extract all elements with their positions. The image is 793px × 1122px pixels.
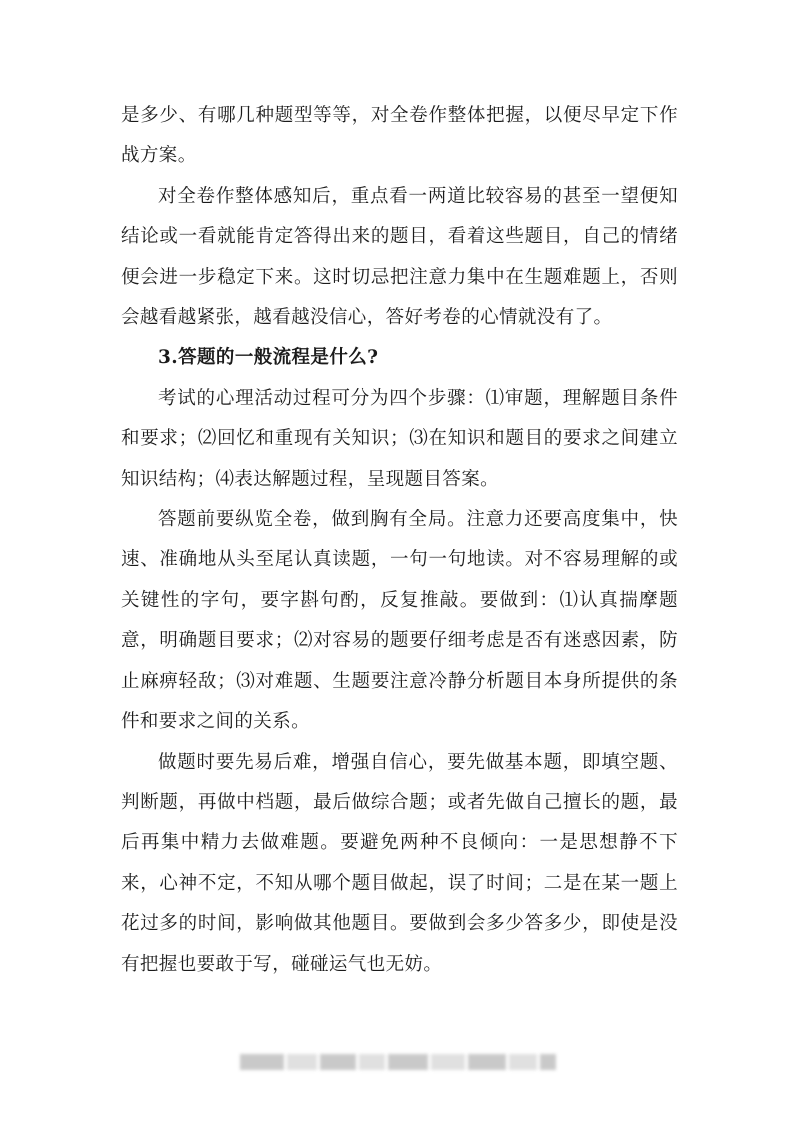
paragraph-before-answering: 答题前要纵览全卷，做到胸有全局。注意力还要高度集中，快速、准确地从头至尾认真读题，一句一句地读。对不容易理解的或关键性的字句，要字斟句酌，反复推敲。要做到：⑴认真揣摩题意，明确题目要求；⑵对容易的题要仔细考虑是否有迷惑因素，防止麻痹轻敌；⑶对难题、生题要注意冷静分析题目本身所提供的条件和要求之间的关系。	[121, 509, 678, 733]
section-heading-answer-process: 3.答题的一般流程是什么?	[158, 347, 379, 369]
document-body	[121, 96, 678, 985]
paragraph-four-steps: 考试的心理活动过程可分为四个步骤：⑴审题，理解题目条件和要求；⑵回忆和重现有关知识；⑶在知识和题目的要求之间建立知识结构；⑷表达解题过程，呈现题目答案。	[121, 387, 678, 490]
blurred-footer-watermark	[240, 1054, 556, 1070]
paragraph-continuation: 是多少、有哪几种题型等等，对全卷作整体把握，以便尽早定下作战方案。	[121, 105, 678, 167]
paragraph-easy-first: 做题时要先易后难，增强自信心，要先做基本题，即填空题、判断题，再做中档题，最后做综合题；或者先做自己擅长的题，最后再集中精力去做难题。要避免两种不良倾向：一是思想静不下来，心神不定，不知从哪个题目做起，误了时间；二是在某一题上花过多的时间，影响做其他题目。要做到会多少答多少，即使是没有把握也要敢于写，碰碰运气也无妨。	[121, 751, 678, 975]
paragraph-overall-perception: 对全卷作整体感知后，重点看一两道比较容易的甚至一望便知结论或一看就能肯定答得出来的题目，看着这些题目，自己的情绪便会进一步稳定下来。这时切忌把注意力集中在生题难题上，否则会越看越紧张，越看越没信心，答好考卷的心情就没有了。	[121, 185, 678, 329]
